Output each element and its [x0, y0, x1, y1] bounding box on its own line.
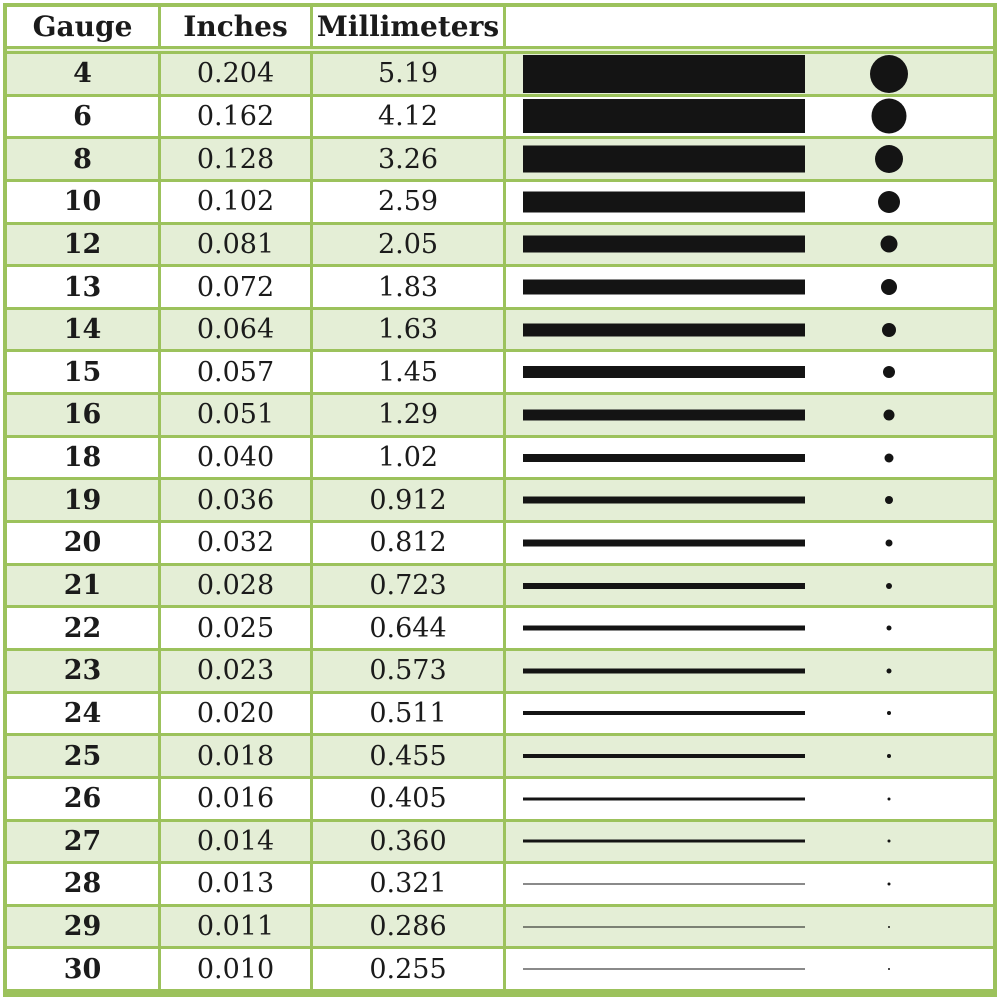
inches-cell: 0.204 [161, 54, 313, 94]
inches-cell: 0.023 [161, 651, 313, 691]
millimeters-cell: 0.912 [313, 480, 506, 520]
millimeters-cell: 1.63 [313, 310, 506, 350]
table-row [7, 651, 993, 694]
wire-diameter-dot [872, 99, 907, 134]
gauge-cell: 22 [7, 608, 161, 648]
millimeters-cell: 0.723 [313, 566, 506, 606]
gauge-cell: 10 [7, 182, 161, 222]
millimeters-cell: 0.573 [313, 651, 506, 691]
column-header-gauge: Gauge [7, 7, 161, 46]
gauge-cell: 30 [7, 949, 161, 989]
table-row [7, 54, 993, 97]
wire-gauge-table [3, 3, 997, 997]
table-row [7, 310, 993, 353]
gauge-cell: 19 [7, 480, 161, 520]
wire-visual-cell [506, 907, 993, 947]
column-header-inches: Inches [161, 7, 313, 46]
inches-cell: 0.057 [161, 352, 313, 392]
table-row [7, 949, 993, 989]
wire-visual-cell [506, 267, 993, 307]
table-row [7, 907, 993, 950]
inches-cell: 0.036 [161, 480, 313, 520]
inches-cell: 0.081 [161, 225, 313, 265]
inches-cell: 0.025 [161, 608, 313, 648]
table-row [7, 438, 993, 481]
wire-visual-cell [506, 438, 993, 478]
wire-diameter-dot [870, 55, 908, 93]
table-row [7, 694, 993, 737]
wire-diameter-dot [888, 840, 891, 843]
millimeters-cell: 0.286 [313, 907, 506, 947]
wire-thickness-bar [523, 583, 805, 589]
wire-diameter-dot [887, 711, 891, 715]
wire-diameter-dot [888, 968, 890, 970]
wire-diameter-dot [885, 453, 894, 462]
wire-visual-cell [506, 97, 993, 137]
inches-cell: 0.051 [161, 395, 313, 435]
inches-cell: 0.064 [161, 310, 313, 350]
wire-thickness-bar [523, 280, 805, 295]
wire-visual-cell [506, 395, 993, 435]
millimeters-cell: 0.405 [313, 779, 506, 819]
millimeters-cell: 1.29 [313, 395, 506, 435]
wire-visual-cell [506, 864, 993, 904]
millimeters-cell: 0.255 [313, 949, 506, 989]
table-row [7, 395, 993, 438]
gauge-cell: 18 [7, 438, 161, 478]
wire-thickness-bar [523, 55, 805, 93]
wire-visual-cell [506, 225, 993, 265]
column-header-visual [506, 7, 993, 46]
wire-diameter-dot [881, 279, 897, 295]
wire-thickness-bar [523, 191, 805, 212]
millimeters-cell: 2.59 [313, 182, 506, 222]
table-row [7, 139, 993, 182]
table-row [7, 822, 993, 865]
inches-cell: 0.032 [161, 523, 313, 563]
wire-diameter-dot [887, 754, 891, 758]
gauge-cell: 15 [7, 352, 161, 392]
wire-visual-cell [506, 480, 993, 520]
millimeters-cell: 0.360 [313, 822, 506, 862]
inches-cell: 0.014 [161, 822, 313, 862]
wire-visual-cell [506, 694, 993, 734]
inches-cell: 0.128 [161, 139, 313, 179]
millimeters-cell: 5.19 [313, 54, 506, 94]
wire-thickness-bar [523, 454, 805, 462]
table-row [7, 352, 993, 395]
wire-visual-cell [506, 949, 993, 989]
wire-thickness-bar [523, 840, 805, 843]
wire-visual-cell [506, 608, 993, 648]
gauge-cell: 25 [7, 736, 161, 776]
gauge-cell: 12 [7, 225, 161, 265]
wire-thickness-bar [523, 883, 805, 884]
wire-diameter-dot [875, 145, 903, 173]
gauge-cell: 21 [7, 566, 161, 606]
gauge-cell: 8 [7, 139, 161, 179]
millimeters-cell: 4.12 [313, 97, 506, 137]
gauge-cell: 6 [7, 97, 161, 137]
millimeters-cell: 2.05 [313, 225, 506, 265]
wire-thickness-bar [523, 797, 805, 800]
table-row [7, 736, 993, 779]
wire-thickness-bar [523, 754, 805, 758]
millimeters-cell: 0.455 [313, 736, 506, 776]
millimeters-cell: 1.45 [313, 352, 506, 392]
wire-visual-cell [506, 54, 993, 94]
millimeters-cell: 3.26 [313, 139, 506, 179]
table-row [7, 225, 993, 268]
wire-thickness-bar [523, 146, 805, 173]
wire-thickness-bar [523, 969, 805, 970]
table-row [7, 864, 993, 907]
column-header-millimeters: Millimeters [313, 7, 506, 46]
wire-visual-cell [506, 523, 993, 563]
inches-cell: 0.040 [161, 438, 313, 478]
wire-diameter-dot [881, 236, 898, 253]
inches-cell: 0.072 [161, 267, 313, 307]
millimeters-cell: 0.511 [313, 694, 506, 734]
wire-visual-cell [506, 352, 993, 392]
inches-cell: 0.020 [161, 694, 313, 734]
wire-diameter-dot [884, 409, 895, 420]
table-rows [7, 54, 993, 989]
wire-visual-cell [506, 651, 993, 691]
wire-visual-cell [506, 779, 993, 819]
wire-diameter-dot [886, 583, 892, 589]
millimeters-cell: 0.812 [313, 523, 506, 563]
gauge-cell: 4 [7, 54, 161, 94]
header-divider-band [7, 46, 993, 54]
wire-diameter-dot [888, 882, 891, 885]
wire-diameter-dot [886, 539, 893, 546]
wire-diameter-dot [885, 496, 893, 504]
table-row [7, 182, 993, 225]
wire-diameter-dot [888, 926, 890, 928]
wire-thickness-bar [523, 497, 805, 504]
table-row [7, 267, 993, 310]
wire-visual-cell [506, 736, 993, 776]
millimeters-cell: 0.644 [313, 608, 506, 648]
wire-thickness-bar [523, 366, 805, 378]
wire-visual-cell [506, 310, 993, 350]
gauge-cell: 23 [7, 651, 161, 691]
gauge-cell: 16 [7, 395, 161, 435]
gauge-cell: 14 [7, 310, 161, 350]
inches-cell: 0.011 [161, 907, 313, 947]
millimeters-cell: 1.02 [313, 438, 506, 478]
inches-cell: 0.010 [161, 949, 313, 989]
wire-diameter-dot [887, 668, 892, 673]
wire-visual-cell [506, 182, 993, 222]
wire-thickness-bar [523, 711, 805, 715]
gauge-cell: 13 [7, 267, 161, 307]
wire-thickness-bar [523, 99, 805, 133]
table-row [7, 566, 993, 609]
gauge-cell: 27 [7, 822, 161, 862]
wire-thickness-bar [523, 539, 805, 546]
wire-diameter-dot [878, 191, 900, 213]
wire-visual-cell [506, 822, 993, 862]
wire-thickness-bar [523, 236, 805, 253]
wire-thickness-bar [523, 926, 805, 927]
table-row [7, 480, 993, 523]
gauge-cell: 20 [7, 523, 161, 563]
wire-thickness-bar [523, 409, 805, 420]
inches-cell: 0.016 [161, 779, 313, 819]
wire-diameter-dot [888, 797, 891, 800]
wire-thickness-bar [523, 626, 805, 631]
table-row [7, 608, 993, 651]
wire-diameter-dot [882, 323, 896, 337]
inches-cell: 0.028 [161, 566, 313, 606]
wire-visual-cell [506, 566, 993, 606]
table-row [7, 779, 993, 822]
wire-thickness-bar [523, 323, 805, 336]
wire-thickness-bar [523, 668, 805, 673]
inches-cell: 0.162 [161, 97, 313, 137]
table-row [7, 523, 993, 566]
gauge-cell: 26 [7, 779, 161, 819]
millimeters-cell: 0.321 [313, 864, 506, 904]
gauge-cell: 24 [7, 694, 161, 734]
wire-diameter-dot [887, 626, 892, 631]
inches-cell: 0.018 [161, 736, 313, 776]
gauge-cell: 28 [7, 864, 161, 904]
inches-cell: 0.102 [161, 182, 313, 222]
inches-cell: 0.013 [161, 864, 313, 904]
wire-diameter-dot [883, 366, 895, 378]
millimeters-cell: 1.83 [313, 267, 506, 307]
table-header-row [7, 7, 993, 46]
gauge-cell: 29 [7, 907, 161, 947]
wire-visual-cell [506, 139, 993, 179]
table-row [7, 97, 993, 140]
